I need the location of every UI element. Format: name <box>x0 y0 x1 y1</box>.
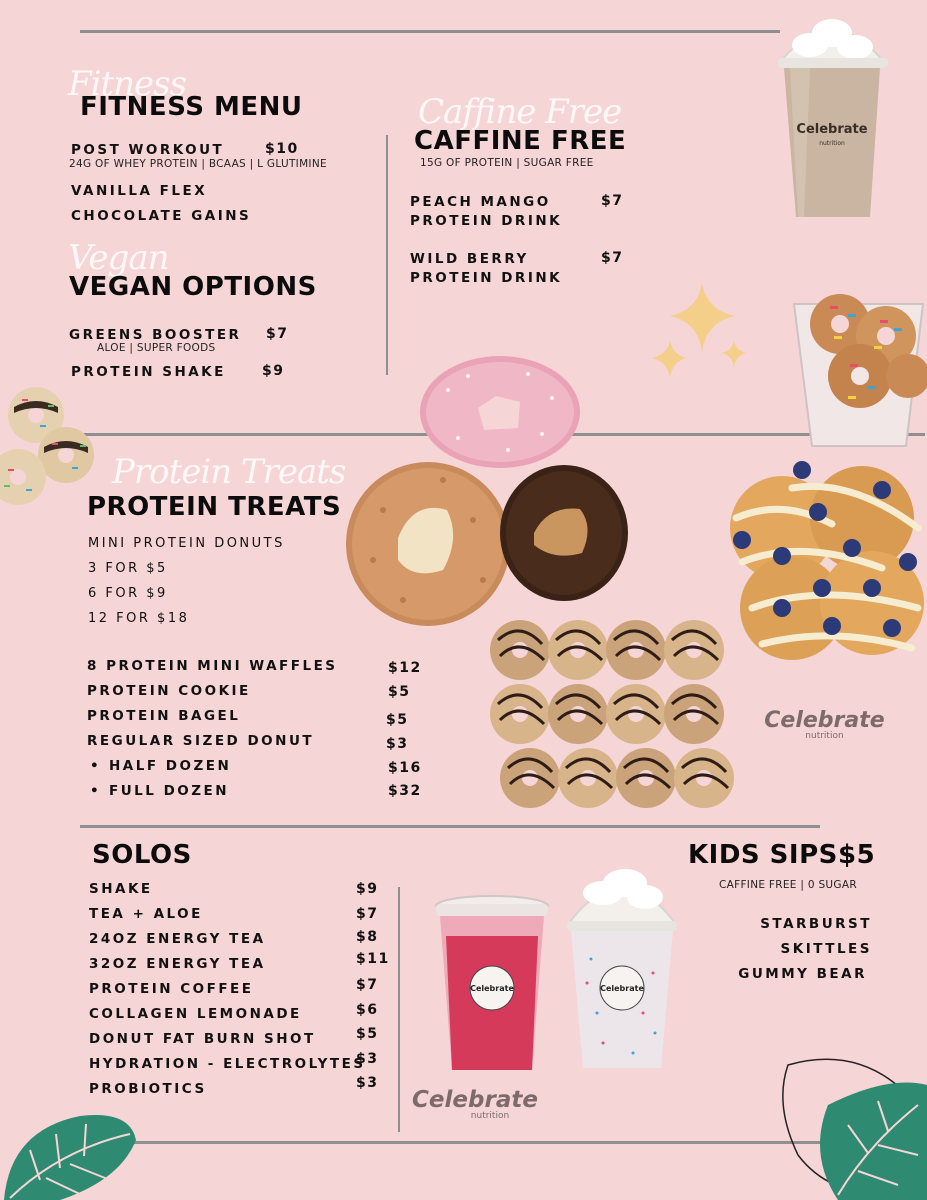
solo-item-name: 32OZ ENERGY TEA <box>89 956 266 972</box>
sparkle-icon <box>640 280 755 395</box>
menu-item-price: $32 <box>388 783 422 799</box>
logo-text: Celebrate <box>412 1087 538 1113</box>
menu-item-name: POST WORKOUT <box>71 142 225 158</box>
solo-item-price: $7 <box>356 977 379 993</box>
solo-item-price: $9 <box>356 881 379 897</box>
menu-item-detail: ALOE | SUPER FOODS <box>97 342 216 354</box>
pink-drink-cup-image <box>432 890 552 1075</box>
menu-item-name: GREENS BOOSTER <box>69 327 242 343</box>
celebrate-logo <box>762 708 887 741</box>
leaf-icon <box>0 1110 140 1200</box>
mini-donut-tray-image <box>488 618 736 813</box>
svg-text:Celebrate: Celebrate <box>796 122 868 137</box>
fitness-title: FITNESS MENU <box>80 92 303 122</box>
donut-option: 12 FOR $18 <box>88 611 190 626</box>
bottom-rule <box>90 1141 855 1144</box>
solo-item-name: COLLAGEN LEMONADE <box>89 1006 302 1022</box>
menu-item-price: $7 <box>601 250 624 266</box>
logo-subtext: nutrition <box>470 1111 510 1121</box>
donut-option: 3 FOR $5 <box>88 561 168 576</box>
pink-donut-image <box>418 350 583 470</box>
logo-text: Celebrate <box>764 708 885 733</box>
solos-title: SOLOS <box>92 840 192 870</box>
lower-rule <box>80 825 820 828</box>
bullet-glyph: • <box>90 783 102 799</box>
solo-item-name: DONUT FAT BURN SHOT <box>89 1031 316 1047</box>
donut-bowl-image <box>790 276 927 452</box>
cinnamon-donut-image <box>343 460 513 628</box>
fitness-script-title: Fitness <box>68 64 187 104</box>
menu-item-name: VANILLA FLEX <box>71 183 208 199</box>
caffine-free-subtitle: 15G OF PROTEIN | SUGAR FREE <box>420 157 594 169</box>
treats-script-title: Protein Treats <box>112 452 346 492</box>
bullet-glyph: • <box>90 758 102 774</box>
fitness-divider <box>386 135 388 375</box>
solo-item-name: PROBIOTICS <box>89 1081 207 1097</box>
solo-item-name: HYDRATION - ELECTROLYTES <box>89 1056 366 1072</box>
kids-item: SKITTLES <box>780 941 872 957</box>
kids-title: KIDS SIPS <box>688 840 838 870</box>
menu-item-name: CHOCOLATE GAINS <box>71 208 252 224</box>
leaf-icon <box>768 1045 927 1200</box>
menu-item-name: PROTEIN COOKIE <box>87 683 251 699</box>
milkshake-cup-image <box>770 5 895 225</box>
kids-item: GUMMY BEAR <box>738 966 867 982</box>
menu-item-price: $3 <box>386 736 409 752</box>
solo-item-price: $3 <box>356 1051 379 1067</box>
solo-item-price: $3 <box>356 1075 379 1091</box>
celebrate-logo <box>410 1087 540 1121</box>
menu-item-price: $9 <box>262 363 285 379</box>
menu-item-price: $12 <box>388 660 422 676</box>
menu-item-name: PEACH MANGO <box>410 194 551 210</box>
menu-item-name: PROTEIN SHAKE <box>71 364 226 380</box>
kids-subtitle: CAFFINE FREE | 0 SUGAR <box>719 879 857 891</box>
solo-item-price: $6 <box>356 1002 379 1018</box>
vegan-script-title: Vegan <box>68 238 169 278</box>
solos-divider <box>398 887 400 1132</box>
menu-item-detail: 24G OF WHEY PROTEIN | BCAAS | L GLUTIMINE <box>69 158 327 170</box>
menu-item-price: $10 <box>265 141 299 157</box>
svg-text:Celebrate: Celebrate <box>470 984 514 993</box>
menu-item-name: FULL DOZEN <box>109 783 230 799</box>
waffles-image <box>722 458 927 668</box>
menu-item-price: $7 <box>601 193 624 209</box>
menu-item-price: $5 <box>386 712 409 728</box>
menu-item-price: $5 <box>388 684 411 700</box>
kids-shake-cup-image <box>563 863 681 1073</box>
mini-donuts-image <box>0 385 100 510</box>
solo-item-price: $5 <box>356 1026 379 1042</box>
donut-heading: MINI PROTEIN DONUTS <box>88 536 285 551</box>
donut-option: 6 FOR $9 <box>88 586 168 601</box>
solo-item-name: TEA + ALOE <box>89 906 203 922</box>
menu-item-name: PROTEIN DRINK <box>410 270 563 286</box>
svg-text:Celebrate: Celebrate <box>600 984 644 993</box>
solo-item-name: SHAKE <box>89 881 153 897</box>
menu-item-name: PROTEIN BAGEL <box>87 708 241 724</box>
solo-item-name: 24OZ ENERGY TEA <box>89 931 266 947</box>
kids-price: $5 <box>838 840 876 870</box>
menu-item-price: $7 <box>266 326 289 342</box>
caffine-free-title: CAFFINE FREE <box>414 126 627 156</box>
menu-item-name: PROTEIN DRINK <box>410 213 563 229</box>
top-rule <box>80 30 780 33</box>
caffine-free-script-title: Caffine Free <box>418 92 622 132</box>
solo-item-price: $11 <box>356 951 390 967</box>
menu-item-price: $16 <box>388 760 422 776</box>
chocolate-donut-image <box>498 463 630 603</box>
solo-item-price: $8 <box>356 929 379 945</box>
svg-text:nutrition: nutrition <box>819 140 845 147</box>
menu-item-name: 8 PROTEIN MINI WAFFLES <box>87 658 338 674</box>
menu-item-name: WILD BERRY <box>410 251 529 267</box>
menu-item-name: HALF DOZEN <box>109 758 232 774</box>
vegan-title: VEGAN OPTIONS <box>69 272 317 302</box>
solo-item-price: $7 <box>356 906 379 922</box>
menu-item-name: REGULAR SIZED DONUT <box>87 733 315 749</box>
logo-subtext: nutrition <box>805 731 844 741</box>
solo-item-name: PROTEIN COFFEE <box>89 981 254 997</box>
kids-item: STARBURST <box>760 916 872 932</box>
treats-title: PROTEIN TREATS <box>87 492 342 522</box>
